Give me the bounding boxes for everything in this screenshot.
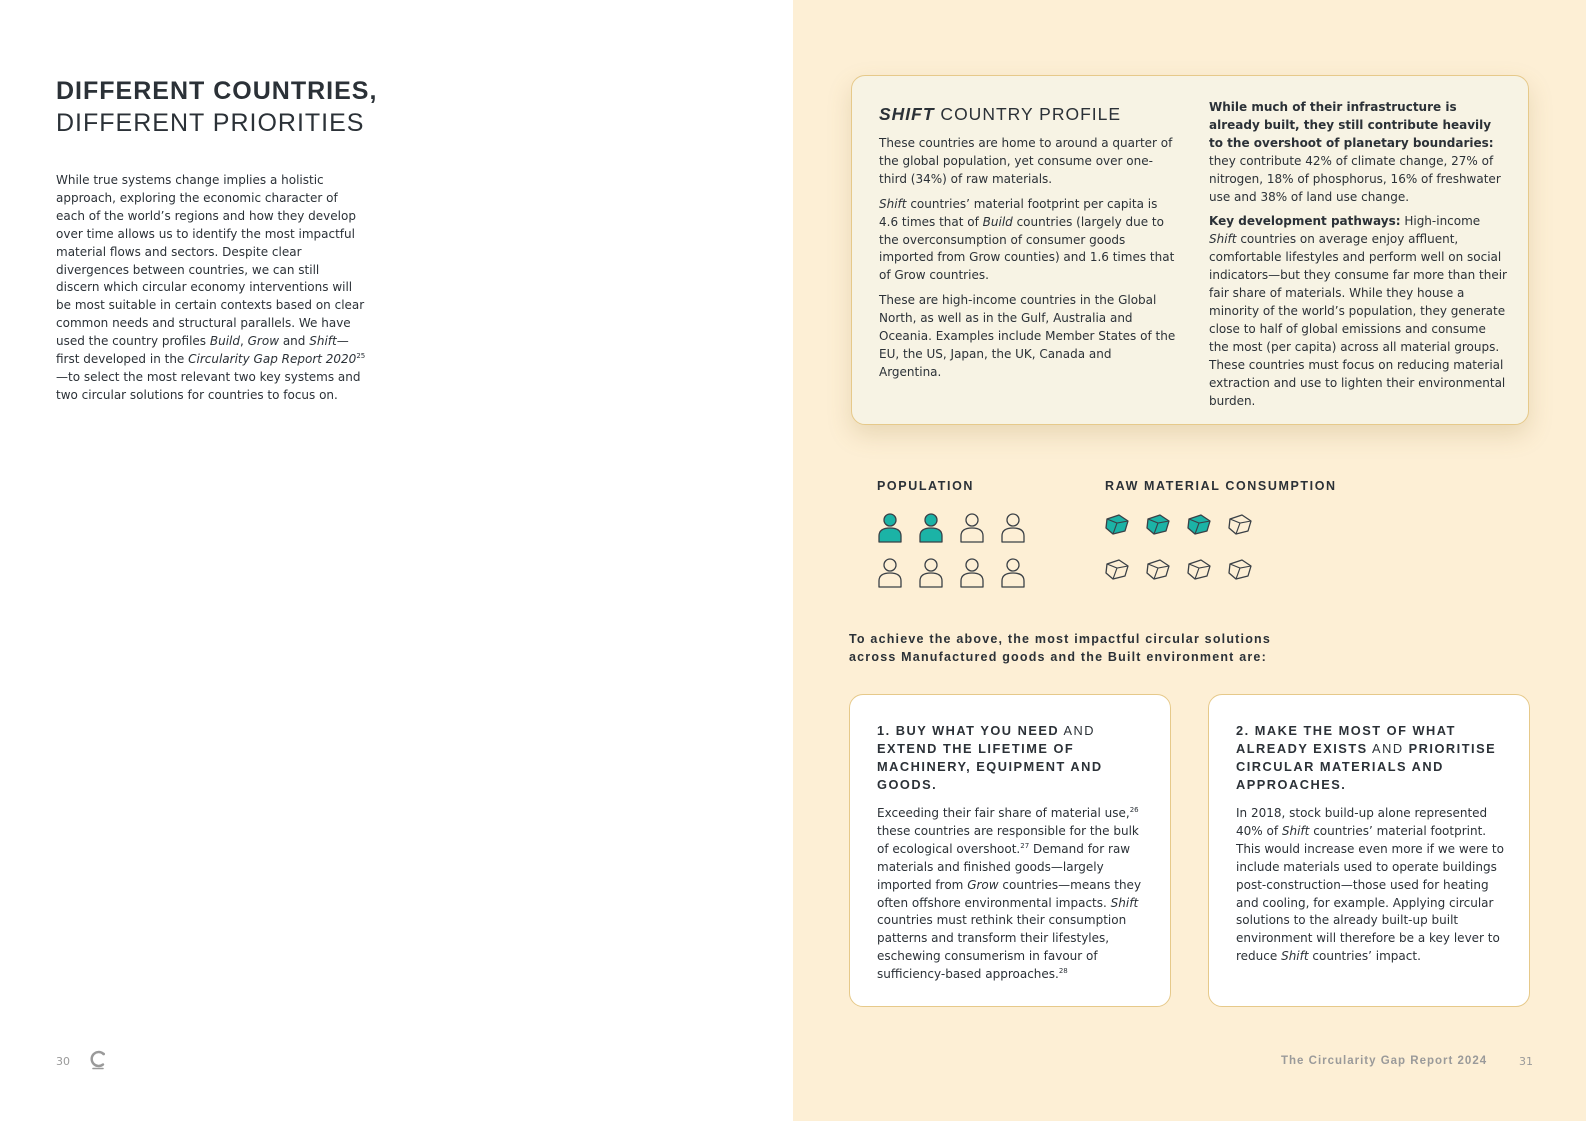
- person-icon-outline: [1000, 557, 1026, 589]
- material-cube-icon-outline: [1186, 557, 1212, 589]
- s1-shift: Shift: [1110, 895, 1139, 910]
- person-icon-outline: [918, 557, 944, 589]
- solution-1-title-b: EXTEND THE LIFETIME OF MACHINERY, EQUIPMENT AND GOODS.: [877, 741, 1103, 792]
- material-cube-icon-filled: [1104, 512, 1130, 544]
- intro-paragraph: [56, 172, 366, 405]
- solutions-intro: To achieve the above, the most impactful circular solutions across Manufactured goods and the Built environment are:: [849, 632, 1272, 664]
- solution-2-title-and: AND: [1367, 741, 1409, 756]
- p5-bold: Key development pathways:: [1209, 214, 1401, 229]
- solution-card-1: [849, 694, 1171, 1007]
- intro-text-a: While true systems change implies a holistic approach, exploring the economic character of each of the world’s regions and how they develop over time allows us to identify the most impactful material flows and sectors. Despite clear divergences between countries, we can still discern which circular economy interventions will be most suitable in certain contexts based on clear common needs and structural parallels. We have used the country profiles: [56, 173, 365, 349]
- person-icon-outline: [959, 557, 985, 589]
- material-cube-icon-outline: [1104, 557, 1130, 589]
- material-icon-grid: [1104, 512, 1264, 592]
- s2-shift-2: Shift: [1281, 949, 1309, 964]
- footnote-ref-26[interactable]: 26: [1129, 806, 1139, 814]
- population-label: POPULATION: [877, 479, 975, 493]
- material-cube-icon-outline: [1145, 557, 1171, 589]
- profile-title: [879, 104, 1121, 125]
- s1-text-b: these countries are responsible for the bulk of ecological overshoot.: [877, 823, 1139, 856]
- person-icon-outline: [959, 512, 985, 544]
- profile-title-shift: SHIFT: [879, 104, 935, 124]
- solution-1-title: [877, 722, 1149, 794]
- profile-column-right: [1209, 99, 1509, 417]
- intro-and: and: [279, 334, 310, 349]
- solution-2-body: [1236, 805, 1512, 966]
- p4-bold: While much of their infrastructure is already built, they still contribute heavily to the overshoot of planetary boundaries:: [1209, 100, 1494, 150]
- s2-shift: Shift: [1281, 823, 1310, 838]
- person-icon-filled: [877, 512, 903, 544]
- person-icon-outline: [1000, 512, 1026, 544]
- profile-paragraph-1: These countries are home to around a quarter of the global population, yet consume over one-third (34%) of raw materials.: [879, 136, 1173, 186]
- material-cube-icon-outline: [1227, 557, 1253, 589]
- population-icon-grid: [877, 512, 1037, 592]
- p5-shift: Shift: [1209, 232, 1237, 247]
- solution-2-title: [1236, 722, 1508, 794]
- s1-grow: Grow: [967, 877, 999, 892]
- material-cube-icon-filled: [1186, 512, 1212, 544]
- profile-column-left: [879, 135, 1177, 389]
- material-cube-icon-filled: [1145, 512, 1171, 544]
- p2-shift: Shift: [879, 196, 907, 211]
- page-title-bold: DIFFERENT COUNTRIES,: [56, 77, 378, 105]
- p2-build: Build: [982, 214, 1013, 229]
- intro-comma: ,: [239, 334, 248, 349]
- footnote-ref-27[interactable]: 27: [1020, 841, 1030, 850]
- s2-text-a: In 2018, stock build-up alone represented 40% of: [1236, 806, 1488, 838]
- intro-text-c: —to select the most relevant two key systems and two circular solutions for countries to focus on.: [56, 369, 361, 402]
- footnote-ref-28[interactable]: 28: [1058, 967, 1068, 976]
- solution-card-2: [1208, 694, 1530, 1007]
- s1-text-e: countries must rethink their consumption patterns and transform their lifestyles, eschewing consumerism in favour of sufficiency-based approaches.: [877, 913, 1127, 982]
- page-title: [56, 76, 377, 140]
- profile-paragraph-3: These are high-income countries in the Global North, as well as in the Gulf, Australia and Oceania. Examples include Member States of the EU, the US, Japan, the UK, Canada and Argentina.: [879, 293, 1176, 379]
- person-icon-outline: [877, 557, 903, 589]
- intro-grow: Grow: [247, 334, 280, 349]
- shift-country-profile-box: [851, 75, 1529, 425]
- profile-paragraph-4: [1209, 99, 1509, 206]
- intro-shift: Shift: [309, 334, 337, 349]
- p5-text-a: High-income: [1400, 214, 1481, 229]
- intro-text-b: —first developed in the: [56, 334, 349, 367]
- page-title-light: DIFFERENT PRIORITIES: [56, 109, 365, 137]
- profile-paragraph-5: [1209, 213, 1509, 410]
- p2-text-b: countries (largely due to the overconsumption of consumer goods imported from Grow counties) and 1.6 times that of Grow countries.: [879, 214, 1175, 283]
- profile-paragraph-2: [879, 196, 1177, 286]
- report-title-footer: The Circularity Gap Report 2024: [1281, 1055, 1488, 1067]
- material-cube-icon-outline: [1227, 512, 1253, 544]
- intro-report-name: Circularity Gap Report 2020: [188, 352, 357, 367]
- p2-text-a: countries’ material footprint per capita is 4.6 times that of: [879, 196, 1158, 229]
- solution-1-title-a: 1. BUY WHAT YOU NEED: [877, 723, 1060, 738]
- p5-text-b: countries on average enjoy affluent, comfortable lifestyles and perform well on social indicators—but they consume far more than their fair share of materials. While they house a minority of the world’s population, they generate close to half of global emissions and consume the most (per capita) across all material groups. These countries must focus on reducing material extraction and use to lighten their environmental burden.: [1209, 232, 1507, 408]
- s1-text-a: Exceeding their fair share of material use,: [877, 806, 1130, 820]
- solution-2-title-b: PRIORITISE CIRCULAR MATERIALS AND APPROACHES.: [1236, 741, 1497, 792]
- material-label: RAW MATERIAL CONSUMPTION: [1105, 479, 1337, 493]
- s2-text-b: countries’ material footprint. This would increase even more if we were to include materials used to operate buildings post-construction—those used for heating and cooling, for example. Applying circular solutions to the already built-up built environment will therefore be a key lever to reduce: [1236, 823, 1504, 964]
- solution-1-body: [877, 805, 1153, 984]
- footnote-ref-25[interactable]: 25: [356, 352, 366, 361]
- profile-title-rest: COUNTRY PROFILE: [934, 104, 1122, 124]
- circularity-logo-icon: [89, 1050, 107, 1070]
- page-number-left: 30: [56, 1055, 70, 1068]
- person-icon-filled: [918, 512, 944, 544]
- s2-text-c: countries’ impact.: [1308, 949, 1421, 964]
- solution-1-title-and: AND: [1059, 723, 1096, 738]
- p4-text: they contribute 42% of climate change, 27% of nitrogen, 18% of phosphorus, 16% of freshwater use and 38% of land use change.: [1209, 153, 1501, 204]
- s1-text-c: Demand for raw materials and finished goods—largely imported from: [877, 841, 1131, 892]
- intro-build: Build: [209, 334, 240, 349]
- solution-2-title-a: 2. MAKE THE MOST OF WHAT ALREADY EXISTS: [1236, 723, 1456, 756]
- s1-text-d: countries—means they often offshore environmental impacts.: [877, 877, 1142, 910]
- page-number-right: 31: [1519, 1055, 1533, 1068]
